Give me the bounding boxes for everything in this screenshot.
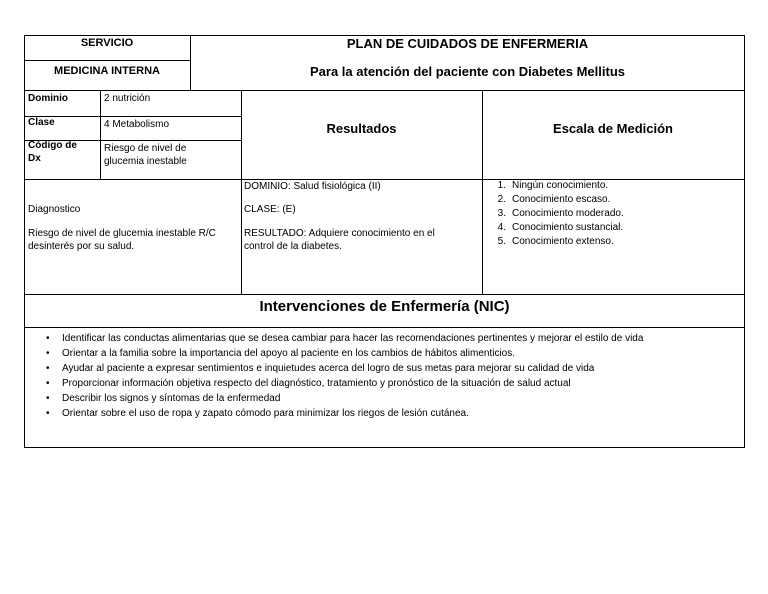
codigo-label-line2: Dx — [28, 153, 41, 164]
escala-item — [486, 193, 624, 207]
escala-item-number: 3. — [497, 208, 506, 219]
resultado-text-line2: control de la diabetes. — [244, 241, 342, 252]
intervencion-text: Proporcionar información objetiva respecto del diagnóstico, tratamiento y pronóstico de la situación de salud actual — [62, 378, 571, 389]
codigo-label-line1: Código de — [28, 140, 77, 151]
escala-item-text: Conocimiento escaso. — [512, 194, 611, 205]
escala-item-text: Conocimiento moderado. — [512, 208, 624, 219]
intervencion-text: Identificar las conductas alimentarias que se desea cambiar para hacer las recomendaciones pertinentes y mejorar el estilo de vida — [62, 333, 644, 344]
codigo-value-line1: Riesgo de nivel de — [104, 143, 187, 154]
bullet-icon: • — [46, 393, 50, 404]
page-title: PLAN DE CUIDADOS DE ENFERMERIA — [346, 36, 589, 51]
escala-item — [486, 221, 624, 235]
resultado-clase: CLASE: (E) — [244, 204, 296, 215]
resultado-text-line1: RESULTADO: Adquiere conocimiento en el — [244, 228, 435, 239]
servicio-value: MEDICINA INTERNA — [54, 65, 160, 77]
servicio-label: SERVICIO — [80, 37, 134, 49]
escala-item-text: Conocimiento sustancial. — [512, 222, 624, 233]
page-subtitle: Para la atención del paciente con Diabetes Mellitus — [310, 64, 625, 79]
escala-item-number: 1. — [497, 180, 506, 191]
escala-item — [486, 235, 624, 249]
escala-list — [486, 179, 624, 249]
escala-item-text: Ningún conocimiento. — [512, 180, 609, 191]
intervencion-text: Orientar a la familia sobre la importancia del apoyo al paciente en los cambios de hábitos alimenticios. — [62, 348, 516, 359]
codigo-value-line2: glucemia inestable — [104, 156, 187, 167]
intervencion-item — [24, 346, 643, 361]
intervencion-item — [24, 391, 643, 406]
escala-item-number: 4. — [497, 222, 506, 233]
intervenciones-title: Intervenciones de Enfermería (NIC) — [259, 298, 510, 315]
escala-header: Escala de Medición — [553, 121, 673, 136]
escala-item — [486, 179, 624, 193]
bullet-icon: • — [46, 363, 50, 374]
intervencion-item — [24, 361, 643, 376]
escala-item-number: 5. — [497, 236, 506, 247]
bullet-icon: • — [46, 378, 50, 389]
dominio-value: 2 nutrición — [104, 93, 151, 104]
bullet-icon: • — [46, 348, 50, 359]
intervencion-text: Ayudar al paciente a expresar sentimientos e inquietudes acerca del logro de sus metas para mejorar su calidad de vida — [62, 363, 595, 374]
diagnostico-line1: Riesgo de nivel de glucemia inestable R/C — [28, 228, 216, 239]
escala-item-number: 2. — [497, 194, 506, 205]
intervencion-item — [24, 406, 643, 421]
intervencion-item — [24, 376, 643, 391]
escala-item-text: Conocimiento extenso. — [512, 236, 614, 247]
diagnostico-title: Diagnostico — [28, 204, 81, 215]
intervencion-item — [24, 331, 643, 346]
escala-item — [486, 207, 624, 221]
bullet-icon: • — [46, 408, 50, 419]
intervencion-text: Describir los signos y síntomas de la enfermedad — [62, 393, 281, 404]
resultado-dominio: DOMINIO: Salud fisiológica (II) — [244, 181, 381, 192]
diagnostico-line2: desinterés por su salud. — [28, 241, 135, 252]
intervenciones-list — [24, 331, 643, 421]
bullet-icon: • — [46, 333, 50, 344]
resultados-header: Resultados — [326, 121, 397, 136]
dominio-label: Dominio — [28, 93, 68, 104]
clase-label: Clase — [28, 117, 55, 128]
intervencion-text: Orientar sobre el uso de ropa y zapato cómodo para minimizar los riegos de lesión cutánea. — [62, 408, 469, 419]
clase-value: 4 Metabolismo — [104, 119, 170, 130]
